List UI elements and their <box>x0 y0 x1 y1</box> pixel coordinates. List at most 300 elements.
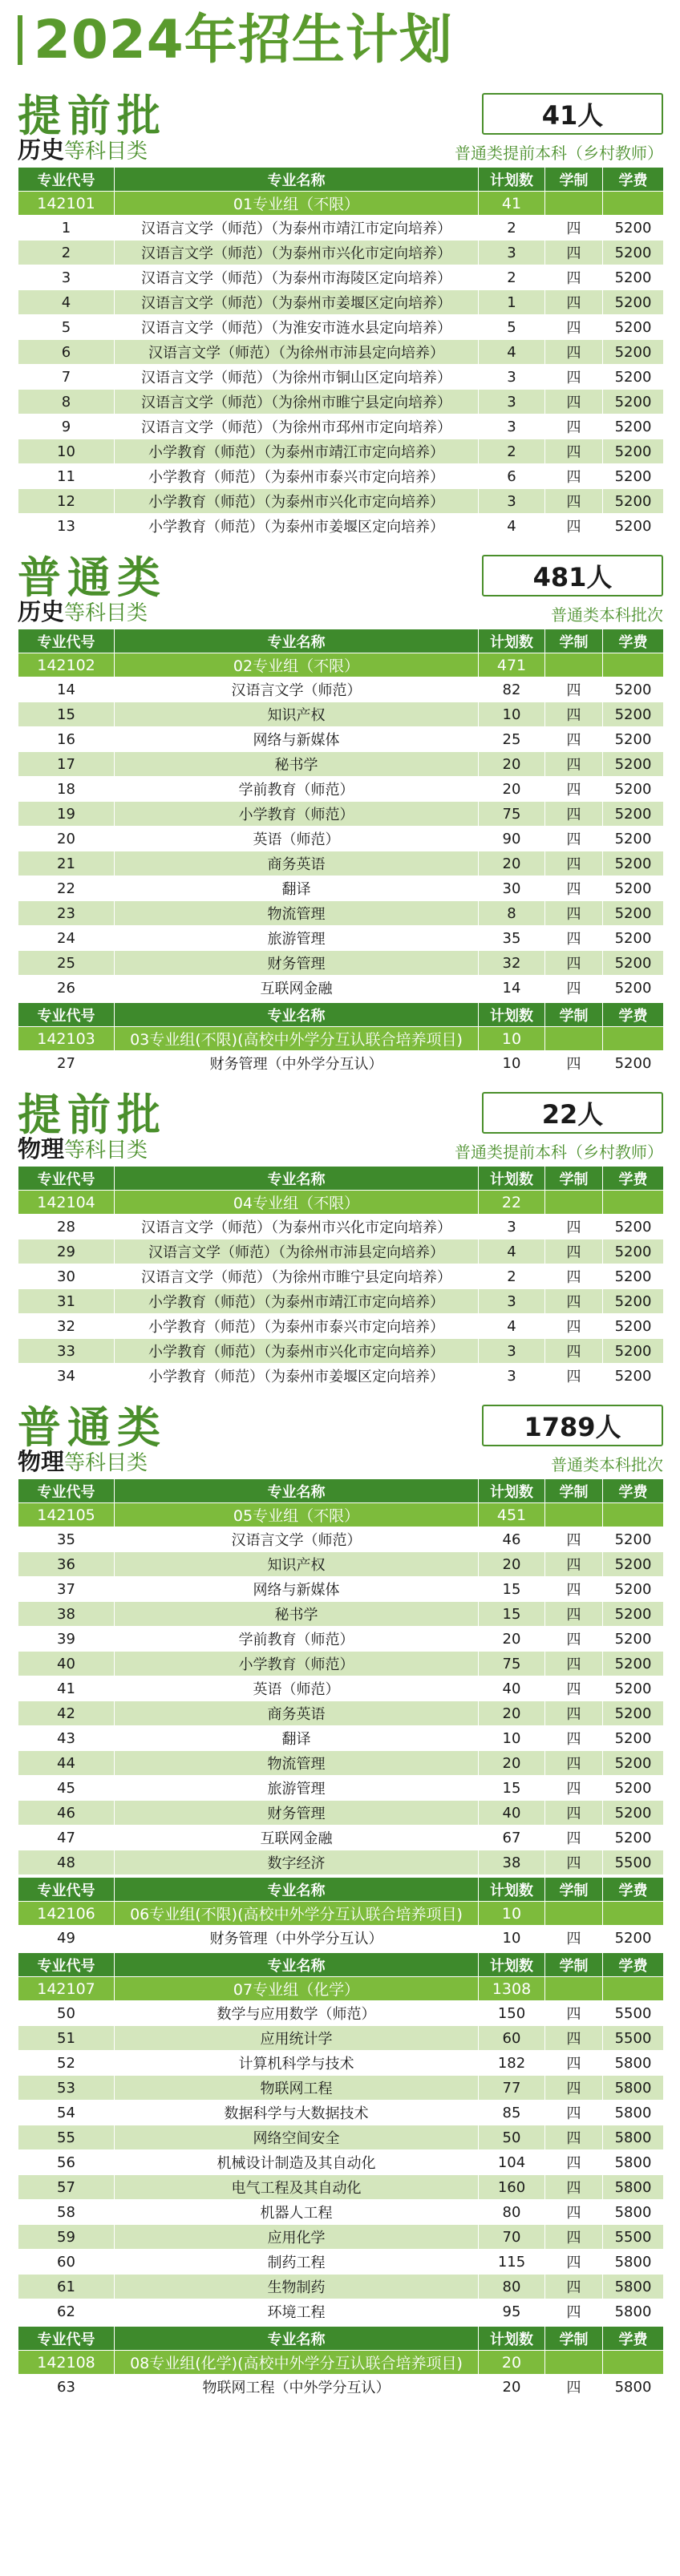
tuition: 5200 <box>603 1577 664 1602</box>
table-row <box>18 1751 664 1776</box>
major-code: 5 <box>18 315 115 340</box>
tuition: 5800 <box>603 2200 664 2225</box>
tuition: 5800 <box>603 2275 664 2299</box>
table-row <box>18 1926 664 1951</box>
study-years: 四 <box>545 1652 603 1676</box>
table-row <box>18 1652 664 1676</box>
plan-count: 15 <box>479 1602 545 1627</box>
plan-count: 14 <box>479 976 545 1001</box>
section-total-box: 481人 <box>482 555 663 596</box>
group-empty <box>603 1191 664 1215</box>
major-name: 旅游管理 <box>115 926 479 951</box>
table-row <box>18 2001 664 2026</box>
major-code: 53 <box>18 2076 115 2101</box>
section-subheader <box>18 138 663 165</box>
table-header-row <box>18 2327 664 2351</box>
major-code: 4 <box>18 290 115 315</box>
column-header: 学费 <box>603 1878 664 1902</box>
sections-container <box>18 88 663 2400</box>
group-empty <box>545 1977 603 2001</box>
group-code: 142104 <box>18 1191 115 1215</box>
tuition: 5200 <box>603 1364 664 1389</box>
study-years: 四 <box>545 340 603 365</box>
column-header: 学制 <box>545 629 603 653</box>
major-name: 财务管理（中外学分互认） <box>115 1051 479 1076</box>
tuition: 5500 <box>603 1850 664 1875</box>
study-years: 四 <box>545 702 603 727</box>
major-name: 数据科学与大数据技术 <box>115 2101 479 2125</box>
table-row <box>18 2250 664 2275</box>
major-name: 环境工程 <box>115 2299 479 2324</box>
column-header: 计划数 <box>479 629 545 653</box>
tuition: 5200 <box>603 241 664 265</box>
table-row <box>18 290 664 315</box>
tuition: 5500 <box>603 2225 664 2250</box>
tuition: 5200 <box>603 1527 664 1552</box>
group-empty <box>603 1027 664 1051</box>
plan-count: 38 <box>479 1850 545 1875</box>
tuition: 5200 <box>603 1776 664 1801</box>
column-header: 学费 <box>603 1167 664 1191</box>
study-years: 四 <box>545 752 603 777</box>
group-empty <box>603 2351 664 2375</box>
major-name: 互联网金融 <box>115 1826 479 1850</box>
study-years: 四 <box>545 1850 603 1875</box>
page-title <box>18 0 663 77</box>
group-empty <box>603 1902 664 1926</box>
major-name: 商务英语 <box>115 1701 479 1726</box>
subject-category <box>18 1131 148 1164</box>
group-plan: 20 <box>479 2351 545 2375</box>
major-code: 13 <box>18 514 115 539</box>
plan-count: 4 <box>479 514 545 539</box>
table-row <box>18 415 664 439</box>
tuition: 5200 <box>603 315 664 340</box>
subject-category <box>18 594 148 627</box>
column-header: 学费 <box>603 1003 664 1027</box>
major-code: 28 <box>18 1215 115 1239</box>
plan-count: 10 <box>479 1051 545 1076</box>
table-row <box>18 2101 664 2125</box>
column-header: 计划数 <box>479 1167 545 1191</box>
tuition: 5800 <box>603 2175 664 2200</box>
study-years: 四 <box>545 2026 603 2051</box>
group-empty <box>545 1191 603 1215</box>
plan-count: 160 <box>479 2175 545 2200</box>
major-name: 物联网工程 <box>115 2076 479 2101</box>
major-name: 英语（师范） <box>115 827 479 851</box>
major-code: 6 <box>18 340 115 365</box>
tuition: 5800 <box>603 2101 664 2125</box>
major-table <box>18 1478 664 1875</box>
study-years: 四 <box>545 1527 603 1552</box>
plan-count: 2 <box>479 216 545 241</box>
plan-count: 32 <box>479 951 545 976</box>
plan-count: 3 <box>479 1364 545 1389</box>
column-header: 专业代号 <box>18 1479 115 1503</box>
tuition: 5200 <box>603 901 664 926</box>
group-code: 142105 <box>18 1503 115 1527</box>
major-code: 2 <box>18 241 115 265</box>
major-name: 小学教育（师范）（为泰州市靖江市定向培养） <box>115 439 479 464</box>
group-name: 06专业组(不限)(高校中外学分互认联合培养项目) <box>115 1902 479 1926</box>
section-title: 提前批 <box>18 91 167 141</box>
column-header: 专业代号 <box>18 629 115 653</box>
study-years: 四 <box>545 1701 603 1726</box>
table-row <box>18 901 664 926</box>
plan-count: 40 <box>479 1676 545 1701</box>
tuition: 5200 <box>603 1552 664 1577</box>
group-code: 142108 <box>18 2351 115 2375</box>
table-row <box>18 1627 664 1652</box>
table-row <box>18 216 664 241</box>
batch-label: 普通类本科批次 <box>551 605 663 625</box>
column-header: 专业代号 <box>18 2327 115 2351</box>
column-header: 专业名称 <box>115 1878 479 1902</box>
tuition: 5200 <box>603 1652 664 1676</box>
column-header: 学制 <box>545 2327 603 2351</box>
study-years: 四 <box>545 1776 603 1801</box>
major-code: 32 <box>18 1314 115 1339</box>
major-code: 16 <box>18 727 115 752</box>
tuition: 5200 <box>603 1314 664 1339</box>
table-row <box>18 777 664 802</box>
major-name: 汉语言文学（师范）（为泰州市姜堰区定向培养） <box>115 290 479 315</box>
batch-label: 普通类本科批次 <box>551 1455 663 1474</box>
group-empty <box>545 1027 603 1051</box>
tuition: 5500 <box>603 2026 664 2051</box>
table-row <box>18 1364 664 1389</box>
tuition: 5200 <box>603 514 664 539</box>
major-code: 40 <box>18 1652 115 1676</box>
table-row <box>18 1339 664 1364</box>
study-years: 四 <box>545 1289 603 1314</box>
major-name: 学前教育（师范） <box>115 1627 479 1652</box>
major-name: 机械设计制造及其自动化 <box>115 2150 479 2175</box>
major-code: 36 <box>18 1552 115 1577</box>
table-header-row <box>18 1479 664 1503</box>
major-code: 39 <box>18 1627 115 1652</box>
group-code: 142103 <box>18 1027 115 1051</box>
major-name: 小学教育（师范） <box>115 1652 479 1676</box>
subject-suffix: 等科目类 <box>64 140 148 164</box>
major-code: 62 <box>18 2299 115 2324</box>
group-row <box>18 192 664 216</box>
column-header: 专业名称 <box>115 1167 479 1191</box>
major-code: 30 <box>18 1264 115 1289</box>
table-row <box>18 1801 664 1826</box>
title-accent-bar <box>18 15 22 65</box>
major-name: 秘书学 <box>115 1602 479 1627</box>
major-name: 互联网金融 <box>115 976 479 1001</box>
major-code: 23 <box>18 901 115 926</box>
major-code: 31 <box>18 1289 115 1314</box>
table-row <box>18 926 664 951</box>
column-header: 学制 <box>545 1167 603 1191</box>
major-name: 小学教育（师范）（为泰州市兴化市定向培养） <box>115 489 479 514</box>
table-header-row <box>18 1003 664 1027</box>
group-name: 08专业组(化学)(高校中外学分互认联合培养项目) <box>115 2351 479 2375</box>
major-code: 20 <box>18 827 115 851</box>
major-name: 机器人工程 <box>115 2200 479 2225</box>
major-name: 电气工程及其自动化 <box>115 2175 479 2200</box>
major-name: 翻译 <box>115 876 479 901</box>
study-years: 四 <box>545 2250 603 2275</box>
study-years: 四 <box>545 1552 603 1577</box>
major-name: 小学教育（师范）（为泰州市泰兴市定向培养） <box>115 464 479 489</box>
group-code: 142107 <box>18 1977 115 2001</box>
section-header <box>18 88 663 141</box>
study-years: 四 <box>545 365 603 390</box>
table-row <box>18 802 664 827</box>
group-plan: 471 <box>479 653 545 677</box>
plan-count: 20 <box>479 777 545 802</box>
major-code: 38 <box>18 1602 115 1627</box>
major-name: 汉语言文学（师范）（为徐州市邳州市定向培养） <box>115 415 479 439</box>
plan-count: 20 <box>479 1627 545 1652</box>
plan-section <box>18 1400 663 2400</box>
section-total-box: 41人 <box>482 93 663 135</box>
table-row <box>18 752 664 777</box>
table-row <box>18 265 664 290</box>
study-years: 四 <box>545 2175 603 2200</box>
plan-count: 20 <box>479 1552 545 1577</box>
tuition: 5200 <box>603 1826 664 1850</box>
table-row <box>18 1776 664 1801</box>
plan-count: 20 <box>479 752 545 777</box>
tuition: 5200 <box>603 290 664 315</box>
group-empty <box>603 653 664 677</box>
plan-section <box>18 1087 663 1389</box>
plan-count: 2 <box>479 439 545 464</box>
tuition: 5500 <box>603 2001 664 2026</box>
column-header: 专业名称 <box>115 168 479 192</box>
group-row <box>18 2351 664 2375</box>
plan-count: 5 <box>479 315 545 340</box>
plan-count: 115 <box>479 2250 545 2275</box>
plan-count: 4 <box>479 1314 545 1339</box>
major-name: 小学教育（师范）（为泰州市姜堰区定向培养） <box>115 514 479 539</box>
plan-count: 60 <box>479 2026 545 2051</box>
group-empty <box>545 2351 603 2375</box>
section-header <box>18 1400 663 1453</box>
plan-count: 80 <box>479 2275 545 2299</box>
group-row <box>18 1191 664 1215</box>
section-title: 提前批 <box>18 1090 167 1140</box>
tuition: 5800 <box>603 2299 664 2324</box>
column-header: 计划数 <box>479 1003 545 1027</box>
study-years: 四 <box>545 2299 603 2324</box>
plan-count: 90 <box>479 827 545 851</box>
tuition: 5200 <box>603 1339 664 1364</box>
major-code: 59 <box>18 2225 115 2250</box>
study-years: 四 <box>545 901 603 926</box>
major-code: 35 <box>18 1527 115 1552</box>
major-code: 26 <box>18 976 115 1001</box>
major-code: 58 <box>18 2200 115 2225</box>
subject-main: 物理 <box>18 1135 65 1163</box>
major-code: 49 <box>18 1926 115 1951</box>
plan-count: 4 <box>479 340 545 365</box>
column-header: 学费 <box>603 1479 664 1503</box>
study-years: 四 <box>545 2150 603 2175</box>
tuition: 5200 <box>603 727 664 752</box>
tuition: 5200 <box>603 951 664 976</box>
tuition: 5200 <box>603 489 664 514</box>
table-row <box>18 951 664 976</box>
study-years: 四 <box>545 1801 603 1826</box>
tuition: 5200 <box>603 1215 664 1239</box>
study-years: 四 <box>545 976 603 1001</box>
study-years: 四 <box>545 1602 603 1627</box>
subject-suffix: 等科目类 <box>64 601 148 625</box>
tuition: 5200 <box>603 1751 664 1776</box>
section-title: 普通类 <box>18 552 167 603</box>
major-name: 财务管理 <box>115 951 479 976</box>
group-code: 142101 <box>18 192 115 216</box>
table-row <box>18 514 664 539</box>
study-years: 四 <box>545 1926 603 1951</box>
group-code: 142102 <box>18 653 115 677</box>
page-title-text: 2024年招生计划 <box>34 9 453 71</box>
major-name: 物流管理 <box>115 901 479 926</box>
study-years: 四 <box>545 1577 603 1602</box>
plan-count: 150 <box>479 2001 545 2026</box>
study-years: 四 <box>545 727 603 752</box>
major-name: 学前教育（师范） <box>115 777 479 802</box>
table-header-row <box>18 1878 664 1902</box>
column-header: 计划数 <box>479 2327 545 2351</box>
study-years: 四 <box>545 951 603 976</box>
major-code: 8 <box>18 390 115 415</box>
table-row <box>18 2225 664 2250</box>
group-plan: 22 <box>479 1191 545 1215</box>
column-header: 专业代号 <box>18 1878 115 1902</box>
column-header: 专业名称 <box>115 2327 479 2351</box>
major-name: 商务英语 <box>115 851 479 876</box>
major-name: 汉语言文学（师范） <box>115 677 479 702</box>
major-code: 51 <box>18 2026 115 2051</box>
column-header: 计划数 <box>479 1953 545 1977</box>
major-code: 57 <box>18 2175 115 2200</box>
table-row <box>18 464 664 489</box>
study-years: 四 <box>545 514 603 539</box>
tuition: 5200 <box>603 365 664 390</box>
column-header: 学费 <box>603 2327 664 2351</box>
tuition: 5200 <box>603 1602 664 1627</box>
tuition: 5200 <box>603 216 664 241</box>
major-name: 汉语言文学（师范）（为泰州市海陵区定向培养） <box>115 265 479 290</box>
table-row <box>18 365 664 390</box>
study-years: 四 <box>545 415 603 439</box>
table-row <box>18 2275 664 2299</box>
plan-count: 10 <box>479 1926 545 1951</box>
table-row <box>18 439 664 464</box>
study-years: 四 <box>545 2225 603 2250</box>
study-years: 四 <box>545 1826 603 1850</box>
plan-count: 30 <box>479 876 545 901</box>
tuition: 5800 <box>603 2076 664 2101</box>
column-header: 学制 <box>545 1878 603 1902</box>
table-row <box>18 2150 664 2175</box>
tuition: 5800 <box>603 2375 664 2400</box>
table-row <box>18 876 664 901</box>
table-row <box>18 2200 664 2225</box>
table-row <box>18 2299 664 2324</box>
study-years: 四 <box>545 777 603 802</box>
major-name: 网络与新媒体 <box>115 727 479 752</box>
tuition: 5200 <box>603 752 664 777</box>
table-row <box>18 2026 664 2051</box>
major-name: 网络空间安全 <box>115 2125 479 2150</box>
study-years: 四 <box>545 1364 603 1389</box>
major-code: 15 <box>18 702 115 727</box>
study-years: 四 <box>545 2076 603 2101</box>
column-header: 学制 <box>545 1003 603 1027</box>
study-years: 四 <box>545 926 603 951</box>
plan-count: 77 <box>479 2076 545 2101</box>
table-row <box>18 976 664 1001</box>
study-years: 四 <box>545 2200 603 2225</box>
table-row <box>18 1701 664 1726</box>
major-name: 小学教育（师范）（为泰州市靖江市定向培养） <box>115 1289 479 1314</box>
major-name: 知识产权 <box>115 702 479 727</box>
study-years: 四 <box>545 1215 603 1239</box>
tuition: 5200 <box>603 1676 664 1701</box>
tuition: 5200 <box>603 1051 664 1076</box>
plan-count: 3 <box>479 1289 545 1314</box>
study-years: 四 <box>545 439 603 464</box>
major-code: 10 <box>18 439 115 464</box>
plan-count: 80 <box>479 2200 545 2225</box>
study-years: 四 <box>545 1726 603 1751</box>
group-plan: 10 <box>479 1902 545 1926</box>
study-years: 四 <box>545 216 603 241</box>
major-code: 14 <box>18 677 115 702</box>
major-table <box>18 1002 664 1076</box>
major-name: 小学教育（师范）（为泰州市兴化市定向培养） <box>115 1339 479 1364</box>
subject-category <box>18 1444 148 1477</box>
study-years: 四 <box>545 265 603 290</box>
plan-count: 3 <box>479 241 545 265</box>
major-table <box>18 629 664 1001</box>
group-plan: 451 <box>479 1503 545 1527</box>
major-name: 汉语言文学（师范）（为泰州市靖江市定向培养） <box>115 216 479 241</box>
major-code: 25 <box>18 951 115 976</box>
column-header: 学制 <box>545 168 603 192</box>
major-code: 54 <box>18 2101 115 2125</box>
tuition: 5200 <box>603 802 664 827</box>
major-table <box>18 167 664 539</box>
table-header-row <box>18 1167 664 1191</box>
column-header: 计划数 <box>479 168 545 192</box>
group-empty <box>545 192 603 216</box>
table-row <box>18 2175 664 2200</box>
major-code: 17 <box>18 752 115 777</box>
table-row <box>18 1239 664 1264</box>
table-row <box>18 489 664 514</box>
major-table <box>18 2326 664 2400</box>
table-row <box>18 702 664 727</box>
plan-count: 75 <box>479 1652 545 1676</box>
table-row <box>18 1314 664 1339</box>
table-row <box>18 241 664 265</box>
group-row <box>18 1503 664 1527</box>
major-name: 物联网工程（中外学分互认） <box>115 2375 479 2400</box>
plan-count: 1 <box>479 290 545 315</box>
study-years: 四 <box>545 1264 603 1289</box>
group-row <box>18 1902 664 1926</box>
